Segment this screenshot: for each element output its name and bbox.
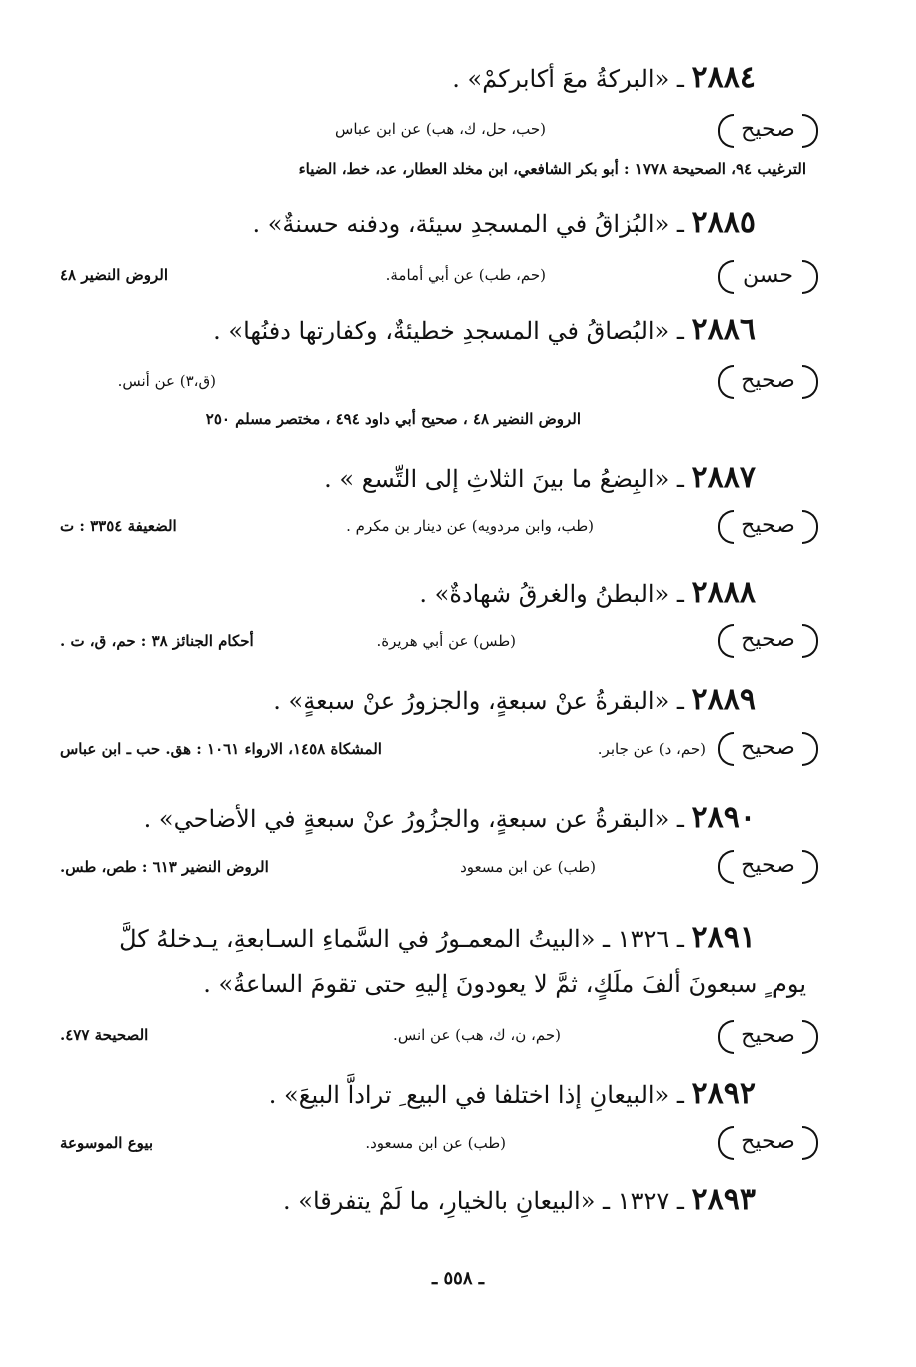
hadith-2888: ٢٨٨٨ ـ «البطنُ والغرقُ شهادةٌ» .: [419, 575, 756, 610]
hadith-source: (ق،٣) عن أنس.: [117, 372, 216, 390]
hadith-2890: ٢٨٩٠ ـ «البقرةُ عن سبعةٍ، والجزُورُ عنْ سبعةٍ في الأضاحي» .: [143, 800, 756, 835]
hadith-text: «البقرةُ عن سبعةٍ، والجزُورُ عنْ سبعةٍ في الأضاحي» .: [143, 805, 670, 833]
page-number: ـ ٥٥٨ ـ: [431, 1268, 485, 1289]
hadith-number: ٢٨٩١: [691, 920, 756, 955]
hadith-refs: المشكاة ١٤٥٨، الارواء ١٠٦١ : هق. حب ـ ابن عباس: [60, 740, 382, 758]
hadith-number: ٢٨٨٤: [691, 60, 756, 95]
hadith-source: (حب، حل، ك، هب) عن ابن عباس: [335, 120, 546, 138]
hadith-source: (طب) عن ابن مسعود: [460, 858, 596, 876]
hadith-source: (طس) عن أبي هريرة.: [376, 632, 516, 650]
hadith-text: «البُزاقُ في المسجدِ سيئة، ودفنه حسنةٌ» .: [252, 210, 670, 238]
hadith-source: (طب) عن ابن مسعود.: [365, 1134, 506, 1152]
hadith-source: (حم، د) عن جابر.: [597, 740, 706, 758]
grade-badge: صحيح: [720, 1018, 816, 1054]
hadith-refs: الروض النضير ٤٨: [60, 266, 169, 284]
hadith-text: «البيعانِ بالخيارِ، ما لَمْ يتفرقا» .: [283, 1187, 596, 1215]
hadith-text: «البِضعُ ما بينَ الثلاثِ إلى التِّسع » .: [324, 465, 670, 493]
hadith-source: (طب، وابن مردويه) عن دينار بن مكرم .: [346, 517, 594, 535]
hadith-2893: ٢٨٩٣ ـ ١٣٢٧ ـ «البيعانِ بالخيارِ، ما لَمْ يتفرقا» .: [283, 1182, 756, 1217]
hadith-refs: الروض النضير ٤٨ ، صحيح أبي داود ٤٩٤ ، مختصر مسلم ٢٥٠: [205, 410, 581, 428]
hadith-source: (حم، ن، ك، هب) عن انس.: [393, 1026, 561, 1044]
hadith-2892: ٢٨٩٢ ـ «البيعانِ إذا اختلفا في البيع ِ تراداَّ البيعَ» .: [268, 1076, 756, 1111]
hadith-text: «البقرةُ عنْ سبعةٍ، والجزورُ عنْ سبعةٍ» .: [273, 687, 670, 715]
grade-badge: صحيح: [720, 112, 816, 148]
hadith-refs: الضعيفة ٣٣٥٤ : ت: [60, 517, 177, 535]
hadith-number: ٢٨٨٧: [691, 460, 756, 495]
grade-badge: حسن: [720, 258, 816, 294]
hadith-number: ٢٨٩٣: [691, 1182, 756, 1217]
hadith-text: «البيعانِ إذا اختلفا في البيع ِ تراداَّ البيعَ» .: [268, 1081, 670, 1109]
hadith-refs: بيوع الموسوعة: [60, 1134, 154, 1152]
hadith-2891: ٢٨٩١ ـ ١٣٢٦ ـ «البيتُ المعمـورُ في السَّماءِ السـابعةِ، يـدخلهُ كلَّ: [119, 920, 756, 955]
hadith-text: «البيتُ المعمـورُ في السَّماءِ السـابعةِ، يـدخلهُ كلَّ: [119, 925, 596, 953]
hadith-number: ٢٨٨٥: [691, 205, 756, 240]
grade-badge: صحيح: [720, 622, 816, 658]
hadith-subnumber: ١٣٢٦: [617, 925, 670, 953]
hadith-2887: ٢٨٨٧ ـ «البِضعُ ما بينَ الثلاثِ إلى التِّسع » .: [324, 460, 756, 495]
hadith-number: ٢٨٩٠: [691, 800, 756, 835]
grade-badge: صحيح: [720, 730, 816, 766]
hadith-number: ٢٨٩٢: [691, 1076, 756, 1111]
grade-badge: صحيح: [720, 508, 816, 544]
grade-badge: صحيح: [720, 1124, 816, 1160]
grade-badge: صحيح: [720, 848, 816, 884]
hadith-2889: ٢٨٨٩ ـ «البقرةُ عنْ سبعةٍ، والجزورُ عنْ سبعةٍ» .: [273, 682, 756, 717]
hadith-refs: الترغيب ٩٤، الصحيحة ١٧٧٨ : أبو بكر الشافعي، ابن مخلد العطار، عد، خط، الضياء: [298, 160, 806, 178]
grade-badge: صحيح: [720, 363, 816, 399]
hadith-text: «البركةُ معَ أكابركمْ» .: [452, 65, 670, 93]
hadith-2885: ٢٨٨٥ ـ «البُزاقُ في المسجدِ سيئة، ودفنه حسنةٌ» .: [252, 205, 756, 240]
hadith-number: ٢٨٨٨: [691, 575, 756, 610]
hadith-number: ٢٨٨٦: [691, 312, 756, 347]
hadith-subnumber: ١٣٢٧: [617, 1187, 670, 1215]
hadith-number: ٢٨٨٩: [691, 682, 756, 717]
hadith-refs: الصحيحة ٤٧٧.: [60, 1026, 149, 1044]
hadith-text: «البطنُ والغرقُ شهادةٌ» .: [419, 580, 670, 608]
hadith-refs: أحكام الجنائز ٣٨ : حم، ق، ت .: [60, 632, 254, 650]
hadith-2891-continued: يوم ٍ سبعونَ ألفَ ملَكٍ، ثمَّ لا يعودونَ إليهِ حتى تقومَ الساعةُ» .: [203, 970, 806, 998]
hadith-source: (حم، طب) عن أبي أمامة.: [385, 266, 546, 284]
hadith-text: «البُصاقُ في المسجدِ خطيئةٌ، وكفارتها دفنُها» .: [213, 317, 670, 345]
hadith-2886: ٢٨٨٦ ـ «البُصاقُ في المسجدِ خطيئةٌ، وكفارتها دفنُها» .: [213, 312, 756, 347]
hadith-2884: ٢٨٨٤ ـ «البركةُ معَ أكابركمْ» .: [452, 60, 756, 95]
hadith-refs: الروض النضير ٦١٣ : طص، طس.: [60, 858, 269, 876]
